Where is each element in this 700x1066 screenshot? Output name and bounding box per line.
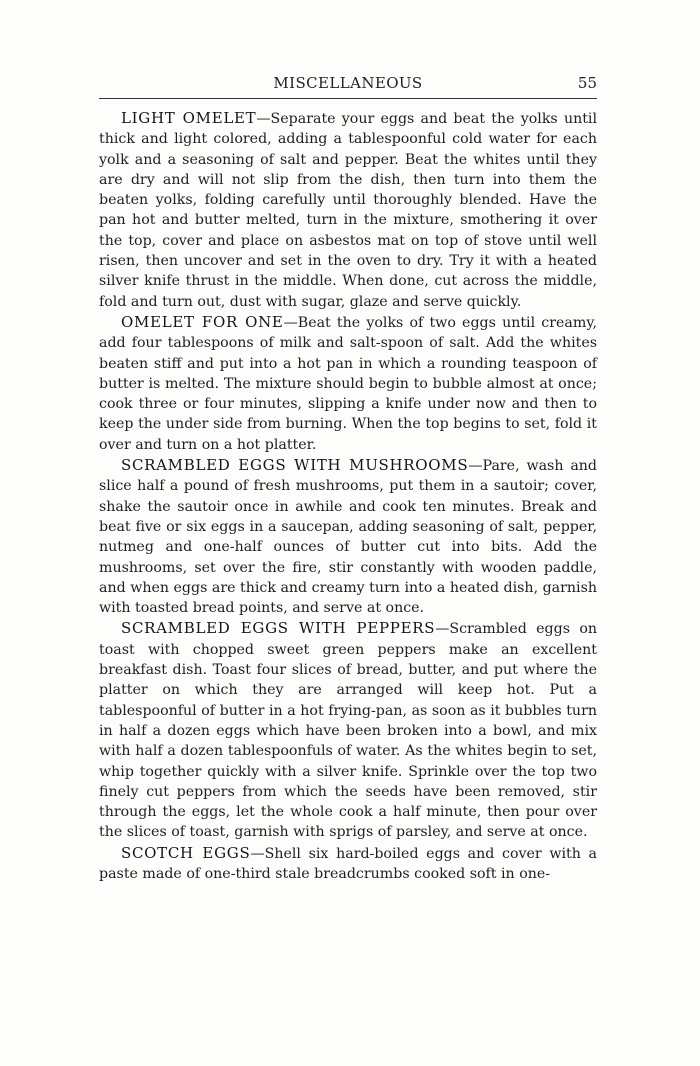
recipe-omelet-for-one xyxy=(99,312,597,455)
recipe-title: LIGHT OMELET xyxy=(121,109,257,127)
recipe-scotch-eggs xyxy=(99,843,597,885)
recipe-text: —Separate your eggs and beat the yolks until thick and light colored, adding a tablespoonful cold water for each yolk and a seasoning of salt and pepper. Beat the whites until they are dry and will not slip from the dish, then turn into them the beaten yolks, folding carefully until thoroughly blended. Have the pan hot and butter melted, turn in the mixture, smothering it over the top, cover and place on asbestos mat on top of stove until well risen, then uncover and set in the oven to dry. Try it with a heated silver knife thrust in the middle. When done, cut across the middle, fold and turn out, dust with sugar, glaze and serve quickly. xyxy=(99,111,597,310)
running-head xyxy=(99,74,597,98)
recipe-title: SCOTCH EGGS xyxy=(121,843,251,862)
recipe-title: SCRAMBLED EGGS WITH MUSHROOMS xyxy=(121,456,469,475)
body-text xyxy=(99,108,597,884)
recipe-title: SCRAMBLED EGGS WITH PEPPERS xyxy=(121,619,436,638)
recipe-title: OMELET FOR ONE xyxy=(121,312,284,331)
recipe-text: —Pare, wash and slice half a pound of fresh mushrooms, put them in a sautoir; cover, shake the sautoir once in awhile and cook ten minutes. Break and beat five or six eggs in a saucepan, adding seasoning of salt, pepper, nutmeg and one-half ounces of butter cut into bits. Add the mushrooms, set over the fire, stir constantly with wooden paddle, and when eggs are thick and creamy turn into a heated dish, garnish with toasted bread points, and serve at once. xyxy=(99,458,598,617)
header-rule xyxy=(99,98,597,99)
recipe-text: —Shell six hard-boiled eggs and cover with a paste made of one-third stale breadcrumbs cooked soft in one- xyxy=(99,845,598,882)
recipe-text: —Beat the yolks of two eggs until creamy, add four tablespoons of milk and salt-spoon of salt. Add the whites beaten stiff and put into a hot pan in which a rounding teaspoon of butter is melted. The mixture should begin to bubble almost at once; cook three or four minutes, slipping a knife under now and then to keep the under side from burning. When the top begins to set, fold it over and turn on a hot platter. xyxy=(99,314,597,453)
recipe-scrambled-eggs-mushrooms xyxy=(99,455,597,618)
recipe-scrambled-eggs-peppers xyxy=(99,618,597,842)
page-number: 55 xyxy=(577,74,597,92)
recipe-text: —Scrambled eggs on toast with chopped sweet green peppers make an excellent breakfast dish. Toast four slices of bread, butter, and put where the platter on which they are arranged will keep hot. Put a tablespoonful of butter in a hot frying-pan, as soon as it bubbles turn in half a dozen eggs which have been broken into a bowl, and mix with half a dozen tablespoonfuls of water. As the whites begin to set, whip together quickly with a silver knife. Sprinkle over the top two finely cut peppers from which the seeds have been removed, stir through the eggs, let the whole cook a half minute, then pour over the slices of toast, garnish with sprigs of parsley, and serve at once. xyxy=(99,621,597,841)
running-title: MISCELLANEOUS xyxy=(273,74,423,92)
recipe-light-omelet xyxy=(99,108,597,312)
